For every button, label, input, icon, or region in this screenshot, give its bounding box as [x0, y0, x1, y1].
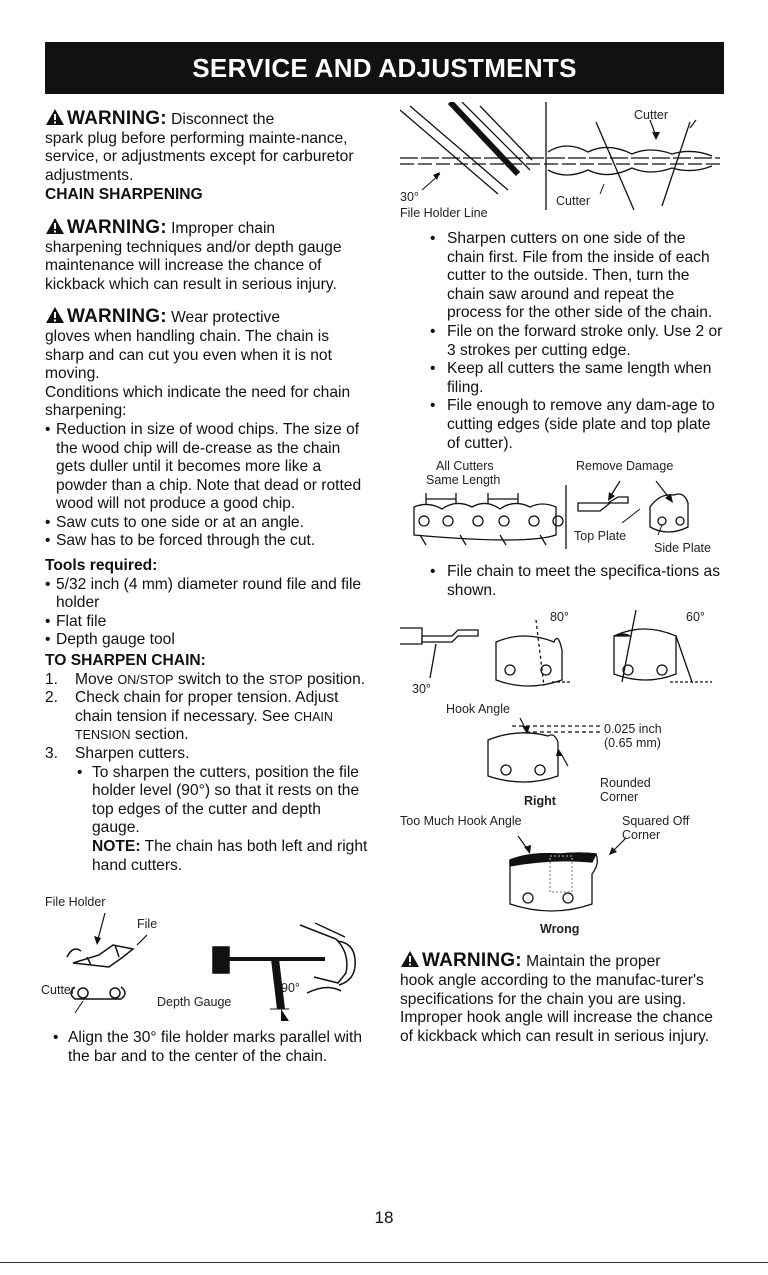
warning-label: WARNING:: [422, 950, 522, 972]
list-item: • Saw has to be forced through the cut.: [45, 532, 370, 551]
warning-lead: Improper chain: [166, 219, 276, 237]
warning-improper-chain: [45, 217, 370, 294]
list-item: • Sharpen cutters on one side of the chain first. File from the inside of each cutter to the outside. Then, turn the chain saw around and repeat the process for the other side of the chain.: [400, 230, 725, 323]
warning-triangle-icon: [45, 306, 65, 324]
label-30-degrees: 30°: [400, 190, 419, 204]
file-holder-figure: [41, 885, 370, 1025]
conditions-text: Conditions which indicate the need for chain sharpening:: [45, 383, 351, 420]
heading-chain-sharpening: CHAIN SHARPENING: [45, 186, 203, 204]
label-90-degrees: 90°: [281, 981, 300, 996]
label-file-holder: File Holder: [45, 895, 106, 910]
label-remove-damage: Remove Damage: [576, 459, 674, 474]
heading-to-sharpen: TO SHARPEN CHAIN:: [45, 652, 206, 670]
angle-spec-figure: [400, 606, 725, 696]
warning-label: WARNING:: [67, 306, 167, 328]
label-all-cutters: All Cutters: [436, 459, 494, 474]
right-column: [400, 102, 725, 1046]
step-1: 1. Move ON/STOP switch to the STOP position.: [45, 670, 366, 688]
bottom-rule: [0, 1262, 768, 1263]
warning-text: sharpening techniques and/or depth gauge maintenance will increase the chance of kickback which can result in serious injury.: [45, 238, 342, 293]
warning-label: WARNING:: [67, 216, 167, 238]
label-dimension-mm: (0.65 mm): [604, 736, 661, 751]
sharpen-steps: [45, 671, 370, 876]
list-item: • File enough to remove any dam-age to cutting edges (side plate and top plate of cutter).: [400, 397, 725, 453]
sharpen-tips-list: [400, 230, 725, 453]
warning-lead: Wear protective: [166, 309, 281, 327]
warning-hook-angle: [400, 950, 725, 1046]
left-column: [41, 108, 370, 1066]
label-squared-off: Squared Off: [622, 814, 690, 829]
label-80-degrees: 80°: [550, 610, 569, 625]
warning-text: gloves when handling chain. The chain is sharp and can cut you even when it is not moving.: [45, 327, 332, 383]
label-cutter-bottom: Cutter: [556, 194, 591, 208]
page-number: 18: [374, 1208, 394, 1227]
heading-tools-required: Tools required:: [45, 557, 158, 575]
file-holder-line-figure: [400, 102, 725, 220]
list-item: • File on the forward stroke only. Use 2 or 3 strokes per cutting edge.: [400, 323, 725, 360]
warning-lead: Maintain the proper: [521, 953, 661, 971]
section-banner: [45, 42, 724, 94]
label-dimension-inch: 0.025 inch: [604, 722, 662, 737]
list-item: • Flat file: [45, 613, 370, 632]
list-item: • Keep all cutters the same length when filing.: [400, 360, 725, 397]
hook-angle-wrong-figure: [400, 810, 725, 940]
list-item: • Reduction in size of wood chips. The size of the wood chip will de-crease as the chain gets duller until it becomes more like a powder than a chip. Note that dead or rotted wood will not produce a good chip.: [45, 421, 370, 514]
warning-gloves: [45, 306, 370, 383]
hook-angle-right-figure: [400, 696, 725, 808]
list-item: • Depth gauge tool: [45, 631, 370, 650]
label-cutter: Cutter: [41, 983, 76, 998]
label-same-length: Same Length: [426, 473, 501, 488]
label-60-degrees: 60°: [686, 610, 705, 625]
warning-lead: Disconnect the: [166, 111, 275, 128]
label-too-much-hook-angle: Too Much Hook Angle: [400, 814, 522, 829]
list-item: • File chain to meet the specifica-tions as shown.: [400, 563, 725, 600]
label-file: File: [137, 917, 158, 932]
warning-triangle-icon: [45, 108, 65, 126]
label-top-plate: Top Plate: [574, 529, 627, 544]
warning-label: WARNING:: [67, 108, 167, 129]
file-spec-instruction: [400, 563, 725, 600]
label-depth-gauge: Depth Gauge: [157, 995, 232, 1010]
tools-list: [45, 576, 370, 650]
warning-triangle-icon: [45, 217, 65, 235]
align-instruction: [45, 1029, 370, 1066]
label-wrong: Wrong: [540, 922, 580, 937]
label-file-holder-line: File Holder Line: [400, 206, 488, 220]
step-3: 3. Sharpen cutters. • To sharpen the cutters, position the file holder level (90°) so that it rests on the top edges of the cutter and depth gauge. NOTE: The chain has both left and right hand cutters.: [45, 745, 370, 875]
label-30-degrees: 30°: [412, 682, 431, 697]
warning-disconnect: [45, 108, 370, 185]
label-corner: Corner: [622, 828, 661, 843]
label-corner: Corner: [600, 790, 639, 805]
conditions-list: [45, 421, 370, 551]
label-cutter-top: Cutter: [634, 108, 669, 122]
warning-triangle-icon: [400, 950, 420, 968]
cutter-length-figure: [400, 455, 725, 559]
list-item: • 5/32 inch (4 mm) diameter round file and file holder: [45, 576, 370, 613]
label-right: Right: [524, 794, 556, 809]
warning-text: spark plug before performing mainte-nance, service, or adjustments except for carburetor adjustments.: [45, 129, 354, 184]
warning-text: hook angle according to the manufac-turer's specifications for the chain you are using. Improper hook angle will increase the chance of kickback which can result in serious injury.: [400, 971, 713, 1045]
list-item: • To sharpen the cutters, position the file holder level (90°) so that it rests on the top edges of the cutter and depth gauge. NOTE: The chain has both left and right hand cutters.: [69, 764, 370, 876]
list-item: • Saw cuts to one side or at an angle.: [45, 514, 370, 533]
list-item: • Align the 30° file holder marks parallel with the bar and to the center of the chain.: [45, 1029, 370, 1066]
step-2: 2. Check chain for proper tension. Adjust chain tension if necessary. See CHAIN TENSION section.: [45, 689, 339, 744]
section-title: SERVICE AND ADJUSTMENTS: [192, 52, 577, 83]
label-rounded: Rounded: [600, 776, 651, 791]
label-side-plate: Side Plate: [654, 541, 711, 556]
label-hook-angle: Hook Angle: [446, 702, 510, 717]
